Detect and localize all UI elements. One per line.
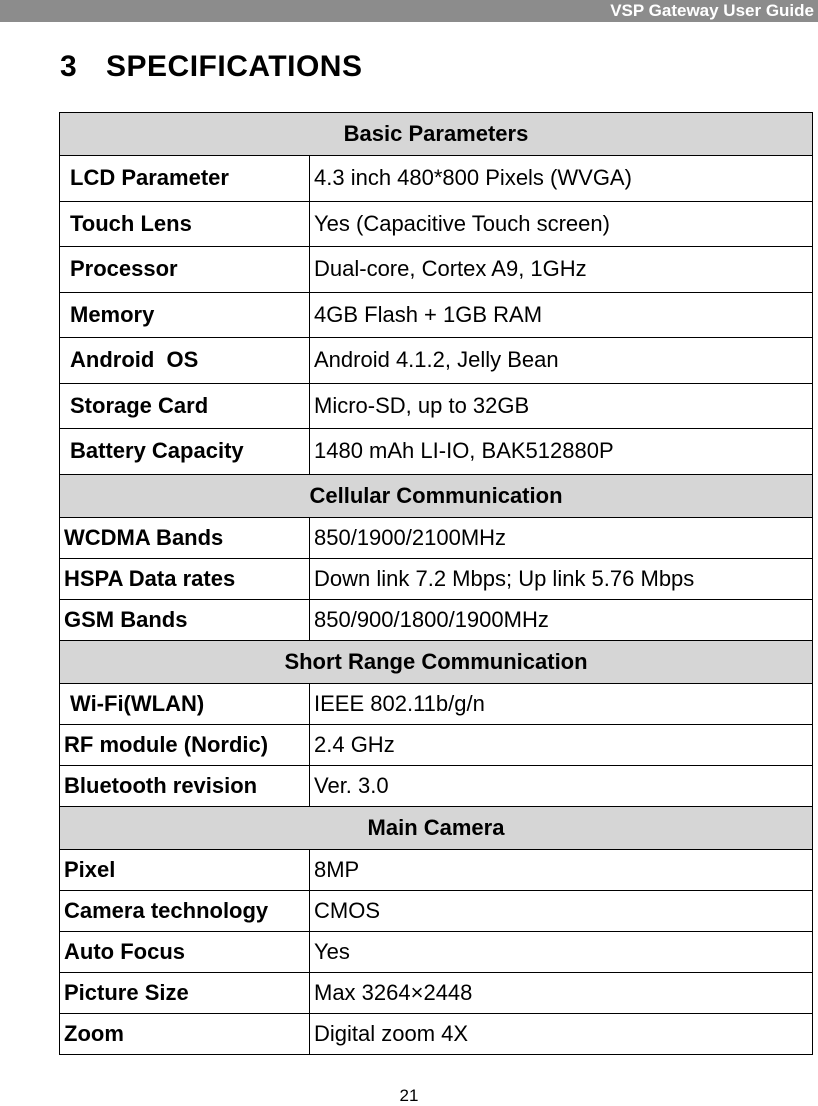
group-header-short-range-communication — [60, 640, 813, 683]
spec-value: Ver. 3.0 — [310, 765, 813, 806]
spec-label: Processor — [60, 247, 310, 293]
spec-value: 850/1900/2100MHz — [310, 517, 813, 558]
page-number: 21 — [399, 1086, 419, 1105]
group-header-basic-parameters — [60, 113, 813, 156]
table-row — [60, 201, 813, 247]
spec-value: Yes — [310, 931, 813, 972]
table-row — [60, 724, 813, 765]
spec-value: Micro-SD, up to 32GB — [310, 383, 813, 429]
spec-label: Bluetooth revision — [60, 765, 310, 806]
spec-label: Pixel — [60, 849, 310, 890]
spec-value: Yes (Capacitive Touch screen) — [310, 201, 813, 247]
spec-label: Wi-Fi(WLAN) — [60, 683, 310, 724]
spec-label: Camera technology — [60, 890, 310, 931]
table-row — [60, 517, 813, 558]
table-row — [60, 765, 813, 806]
table-row — [60, 292, 813, 338]
group-header-main-camera — [60, 806, 813, 849]
table-row — [60, 931, 813, 972]
spec-label: Picture Size — [60, 972, 310, 1013]
document-title: VSP Gateway User Guide — [610, 1, 814, 20]
spec-label: Zoom — [60, 1013, 310, 1054]
spec-value: 2.4 GHz — [310, 724, 813, 765]
specifications-table — [59, 112, 813, 1055]
spec-value: 4.3 inch 480*800 Pixels (WVGA) — [310, 156, 813, 202]
table-row — [60, 383, 813, 429]
group-title: Main Camera — [60, 806, 813, 849]
table-row — [60, 849, 813, 890]
table-row — [60, 247, 813, 293]
spec-value: 8MP — [310, 849, 813, 890]
section-title: SPECIFICATIONS — [106, 50, 363, 83]
table-row — [60, 890, 813, 931]
table-row — [60, 156, 813, 202]
table-row — [60, 338, 813, 384]
spec-value: Max 3264×2448 — [310, 972, 813, 1013]
running-header — [0, 0, 818, 22]
spec-label: Android OS — [60, 338, 310, 384]
group-title: Short Range Communication — [60, 640, 813, 683]
spec-value: Digital zoom 4X — [310, 1013, 813, 1054]
spec-label: Memory — [60, 292, 310, 338]
spec-label: Auto Focus — [60, 931, 310, 972]
spec-value: 850/900/1800/1900MHz — [310, 599, 813, 640]
spec-label: GSM Bands — [60, 599, 310, 640]
spec-value: Dual-core, Cortex A9, 1GHz — [310, 247, 813, 293]
table-row — [60, 429, 813, 475]
spec-value: CMOS — [310, 890, 813, 931]
table-row — [60, 1013, 813, 1054]
spec-value: IEEE 802.11b/g/n — [310, 683, 813, 724]
section-heading — [60, 50, 362, 84]
spec-value: Down link 7.2 Mbps; Up link 5.76 Mbps — [310, 558, 813, 599]
spec-label: Storage Card — [60, 383, 310, 429]
spec-label: HSPA Data rates — [60, 558, 310, 599]
spec-label: Touch Lens — [60, 201, 310, 247]
group-title: Cellular Communication — [60, 474, 813, 517]
spec-label: LCD Parameter — [60, 156, 310, 202]
table-row — [60, 599, 813, 640]
spec-label: RF module (Nordic) — [60, 724, 310, 765]
table-row — [60, 972, 813, 1013]
table-row — [60, 683, 813, 724]
group-header-cellular-communication — [60, 474, 813, 517]
spec-label: WCDMA Bands — [60, 517, 310, 558]
spec-value: 4GB Flash + 1GB RAM — [310, 292, 813, 338]
spec-label: Battery Capacity — [60, 429, 310, 475]
section-number: 3 — [60, 50, 78, 83]
group-title: Basic Parameters — [60, 113, 813, 156]
spec-value: 1480 mAh LI-IO, BAK512880P — [310, 429, 813, 475]
table-row — [60, 558, 813, 599]
spec-value: Android 4.1.2, Jelly Bean — [310, 338, 813, 384]
